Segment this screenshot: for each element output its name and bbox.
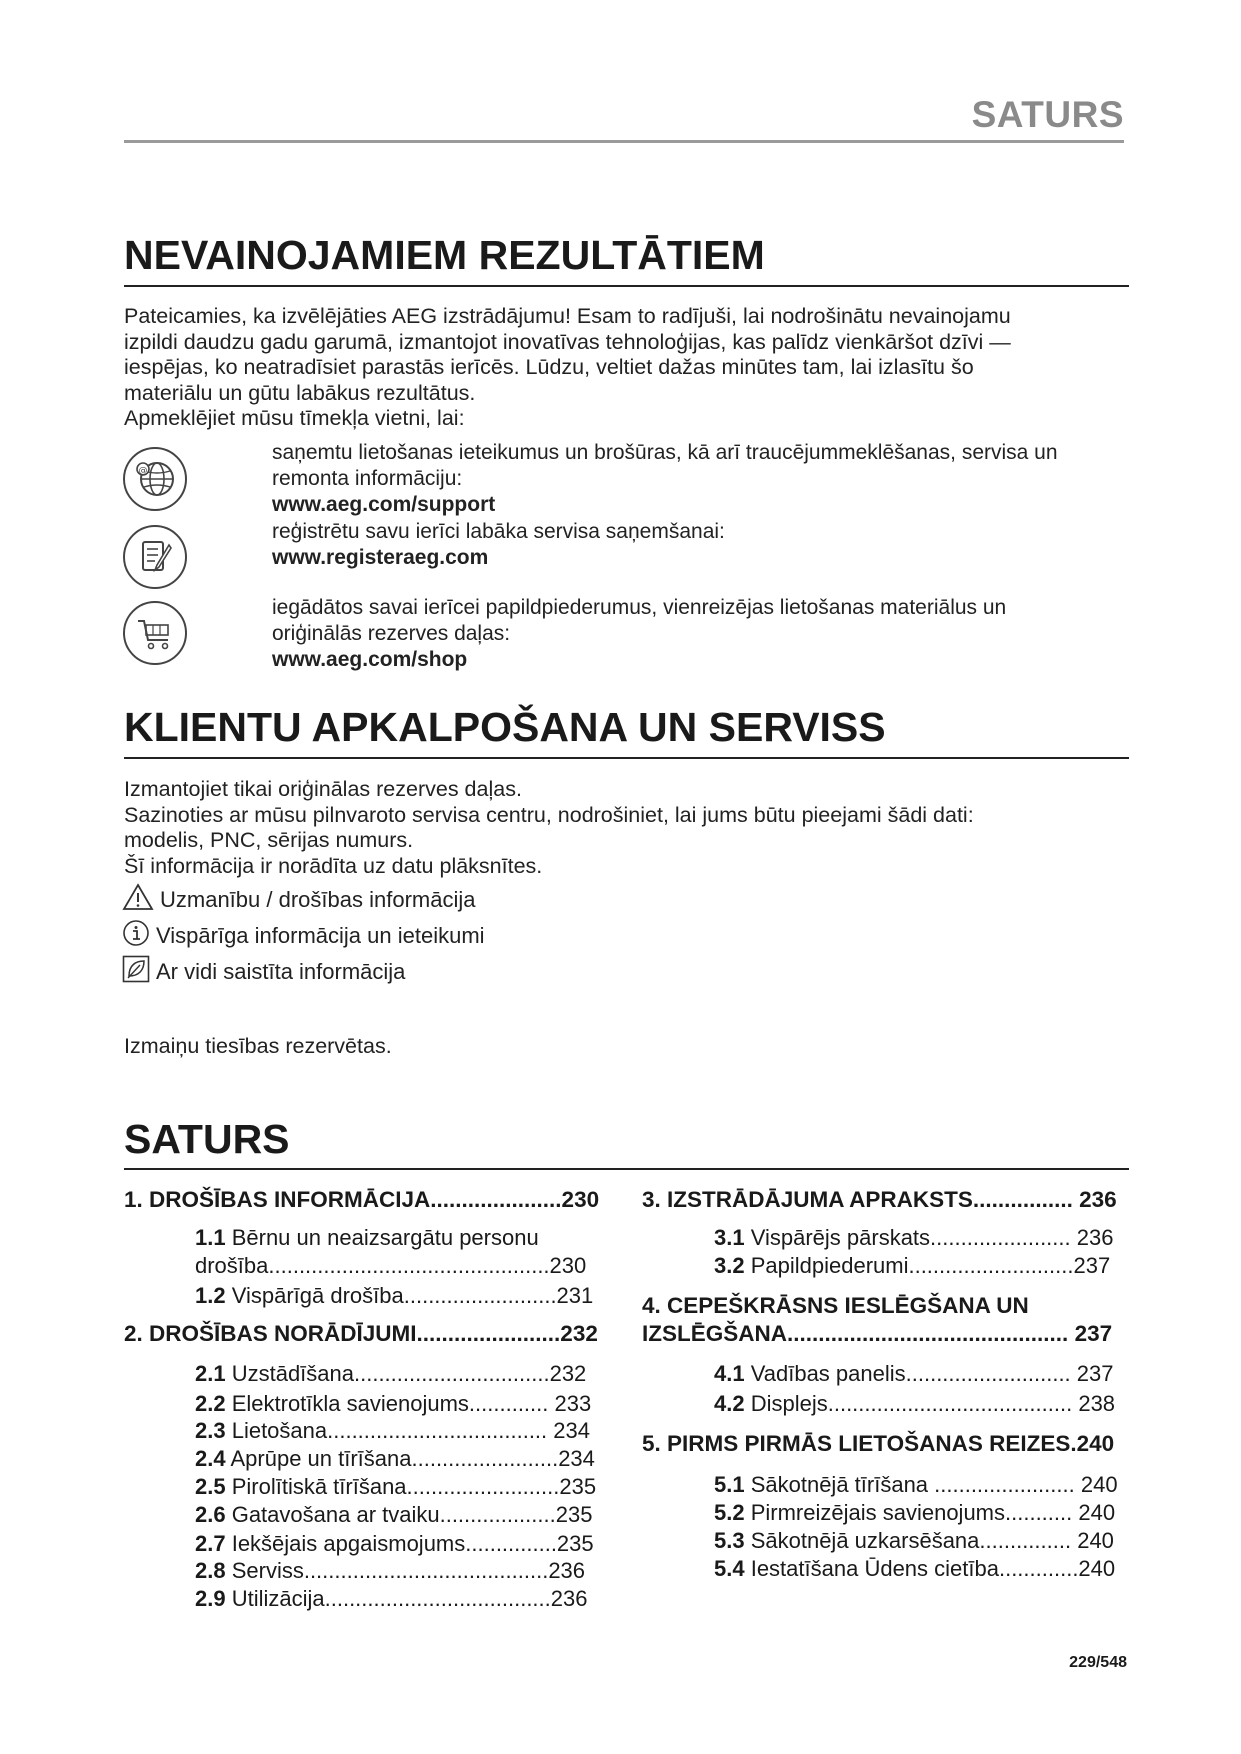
- web-item-text: saņemtu lietošanas ieteikumus un brošūras, kā arī traucējummeklēšanas, servisa un: [272, 441, 1058, 464]
- toc-item-label: Sākotnējā uzkarsēšana............... 240: [744, 1528, 1114, 1553]
- toc-item-number: 5.3: [714, 1528, 745, 1553]
- page-header-title: SATURS: [971, 94, 1124, 135]
- paragraph-line: Izmantojiet tikai oriģinālas rezerves daļas.: [124, 777, 522, 801]
- toc-item-label: Vispārējs pārskats....................... 236: [744, 1225, 1114, 1250]
- toc-item-2-8[interactable]: [195, 1558, 585, 1584]
- toc-item-4-1[interactable]: [714, 1361, 1113, 1387]
- toc-item-1-1[interactable]: [195, 1225, 539, 1251]
- web-item-support: [272, 440, 1058, 518]
- header-divider: [124, 140, 1124, 143]
- toc-item-3-1[interactable]: [714, 1225, 1113, 1251]
- toc-item-number: 1.2: [195, 1283, 226, 1308]
- toc-item-2-4[interactable]: [195, 1446, 595, 1472]
- toc-item-label: Uzstādīšana................................232: [225, 1361, 587, 1386]
- note-text: Vispārīga informācija un ieteikumi: [156, 923, 485, 948]
- note-text: Uzmanību / drošības informācija: [160, 887, 476, 912]
- section-divider: [124, 757, 1129, 759]
- toc-item-label: Iekšējais apgaismojums...............235: [225, 1531, 594, 1556]
- paragraph-line: Pateicamies, ka izvēlējāties AEG izstrādājumu! Esam to radījuši, lai nodrošinātu nevainojamu: [124, 304, 1011, 328]
- section-title-service: KLIENTU APKALPOŠANA UN SERVISS: [124, 704, 886, 750]
- toc-item-label: Elektrotīkla savienojums............. 233: [225, 1391, 592, 1416]
- toc-item-label: Bērnu un neaizsargātu personu: [225, 1225, 539, 1250]
- toc-chapter-4[interactable]: 4. CEPEŠKRĀSNS IESLĒGŠANA UN: [642, 1293, 1029, 1318]
- leaf-icon: [122, 955, 150, 989]
- toc-item-number: 2.7: [195, 1531, 226, 1556]
- web-item-shop: [272, 595, 1006, 673]
- toc-item-number: 3.2: [714, 1253, 745, 1278]
- service-paragraph: [124, 777, 1134, 879]
- toc-item-2-6[interactable]: [195, 1502, 592, 1528]
- toc-item-1-1-cont[interactable]: drošība..............................................230: [195, 1253, 587, 1278]
- toc-item-5-3[interactable]: [714, 1528, 1114, 1554]
- section-divider: [124, 1168, 1129, 1170]
- toc-item-2-2[interactable]: [195, 1391, 591, 1417]
- toc-item-number: 5.1: [714, 1472, 745, 1497]
- toc-item-label: Aprūpe un tīrīšana........................234: [225, 1446, 595, 1471]
- toc-item-5-2[interactable]: [714, 1500, 1115, 1526]
- toc-item-label: Vadības panelis........................... 237: [744, 1361, 1114, 1386]
- toc-item-number: 2.8: [195, 1558, 226, 1583]
- toc-item-label: Lietošana.................................... 234: [225, 1418, 590, 1443]
- paragraph-line: Sazinoties ar mūsu pilnvaroto servisa centru, nodrošiniet, lai jums būtu pieejami šādi dati:: [124, 802, 974, 827]
- toc-item-label: Pirolītiskā tīrīšana.........................235: [225, 1474, 597, 1499]
- toc-item-label: Papildpiederumi...........................237: [744, 1253, 1111, 1278]
- support-link[interactable]: www.aeg.com/support: [272, 493, 496, 516]
- toc-item-5-1[interactable]: [714, 1472, 1118, 1498]
- toc-item-number: 2.2: [195, 1391, 226, 1416]
- toc-item-label: Serviss........................................236: [225, 1558, 586, 1583]
- note-text: Ar vidi saistīta informācija: [156, 959, 406, 984]
- toc-chapter-2[interactable]: 2. DROŠĪBAS NORĀDĪJUMI.......................232: [124, 1321, 598, 1346]
- toc-title: SATURS: [124, 1116, 290, 1162]
- toc-item-label: Iestatīšana Ūdens cietība.............240: [744, 1556, 1116, 1581]
- toc-chapter-1[interactable]: 1. DROŠĪBAS INFORMĀCIJA.....................230: [124, 1187, 600, 1212]
- toc-chapter-3[interactable]: 3. IZSTRĀDĀJUMA APRAKSTS................ 236: [642, 1187, 1117, 1212]
- toc-item-number: 4.1: [714, 1361, 745, 1386]
- toc-item-5-4[interactable]: [714, 1556, 1115, 1582]
- toc-item-number: 4.2: [714, 1391, 745, 1416]
- toc-item-label: Vispārīgā drošība.........................231: [225, 1283, 594, 1308]
- note-info: [122, 919, 485, 953]
- paragraph-line: Apmeklējiet mūsu tīmekļa vietni, lai:: [124, 406, 465, 430]
- paragraph-line: Šī informācija ir norādīta uz datu plāksnītes.: [124, 853, 543, 878]
- toc-item-1-2[interactable]: [195, 1283, 593, 1309]
- toc-chapter-4-cont[interactable]: IZSLĒGŠANA............................................. 237: [642, 1321, 1113, 1346]
- web-item-text: remonta informāciju:: [272, 467, 463, 490]
- paragraph-line: iespējas, ko neatradīsiet parastās ierīcēs. Lūdzu, veltiet dažas minūtes tam, lai izlasītu šo: [124, 355, 974, 379]
- toc-item-number: 2.1: [195, 1361, 226, 1386]
- paragraph-line: modelis, PNC, sērijas numurs.: [124, 828, 414, 852]
- register-link[interactable]: www.registeraeg.com: [272, 546, 489, 569]
- toc-item-number: 2.9: [195, 1586, 226, 1611]
- toc-item-label: Pirmreizējais savienojums........... 240: [744, 1500, 1116, 1525]
- toc-item-label: Sākotnējā tīrīšana ....................... 240: [744, 1472, 1118, 1497]
- toc-item-2-5[interactable]: [195, 1474, 596, 1500]
- page-number: 229/548: [1069, 1654, 1127, 1671]
- paragraph-line: materiālu un gūtu labākus rezultātus.: [124, 380, 476, 405]
- toc-chapter-5[interactable]: 5. PIRMS PIRMĀS LIETOŠANAS REIZES.240: [642, 1431, 1115, 1456]
- rights-reserved: Izmaiņu tiesības rezervētas.: [124, 1034, 392, 1058]
- warning-icon: [122, 883, 154, 917]
- note-environment: [122, 955, 405, 989]
- register-icon: [123, 525, 187, 589]
- shop-link[interactable]: www.aeg.com/shop: [272, 648, 468, 671]
- web-item-text: oriģinālās rezerves daļas:: [272, 622, 511, 645]
- toc-item-number: 5.4: [714, 1556, 745, 1581]
- globe-icon: [123, 447, 187, 511]
- toc-item-number: 1.1: [195, 1225, 226, 1250]
- toc-item-4-2[interactable]: [714, 1391, 1115, 1417]
- toc-item-2-1[interactable]: [195, 1361, 586, 1387]
- toc-item-number: 2.6: [195, 1502, 226, 1527]
- info-icon: [122, 919, 150, 953]
- intro-paragraph: [124, 304, 1134, 432]
- svg-text:@: @: [138, 466, 148, 476]
- toc-item-2-9[interactable]: [195, 1586, 587, 1612]
- note-warning: [122, 883, 475, 917]
- web-item-register: [272, 519, 725, 571]
- web-item-text: iegādātos savai ierīcei papildpiederumus, vienreizējas lietošanas materiālus un: [272, 596, 1007, 619]
- cart-icon: [123, 601, 187, 665]
- toc-item-number: 5.2: [714, 1500, 745, 1525]
- toc-item-label: Utilizācija.....................................236: [225, 1586, 588, 1611]
- section-title-results: NEVAINOJAMIEM REZULTĀTIEM: [124, 232, 765, 278]
- section-divider: [124, 285, 1129, 287]
- web-item-text: reģistrētu savu ierīci labāka servisa saņemšanai:: [272, 520, 725, 543]
- toc-item-number: 2.5: [195, 1474, 226, 1499]
- toc-item-number: 2.4: [195, 1446, 226, 1471]
- toc-item-label: Displejs........................................ 238: [744, 1391, 1116, 1416]
- toc-item-2-7[interactable]: [195, 1531, 594, 1557]
- toc-item-2-3[interactable]: [195, 1418, 590, 1444]
- toc-item-3-2[interactable]: [714, 1253, 1110, 1279]
- paragraph-line: izpildi daudzu gadu garumā, izmantojot inovatīvas tehnoloģijas, kas palīdz vienkāršot dzīvi —: [124, 329, 1011, 354]
- toc-item-number: 3.1: [714, 1225, 745, 1250]
- toc-item-label: Gatavošana ar tvaiku...................235: [225, 1502, 593, 1527]
- toc-item-number: 2.3: [195, 1418, 226, 1443]
